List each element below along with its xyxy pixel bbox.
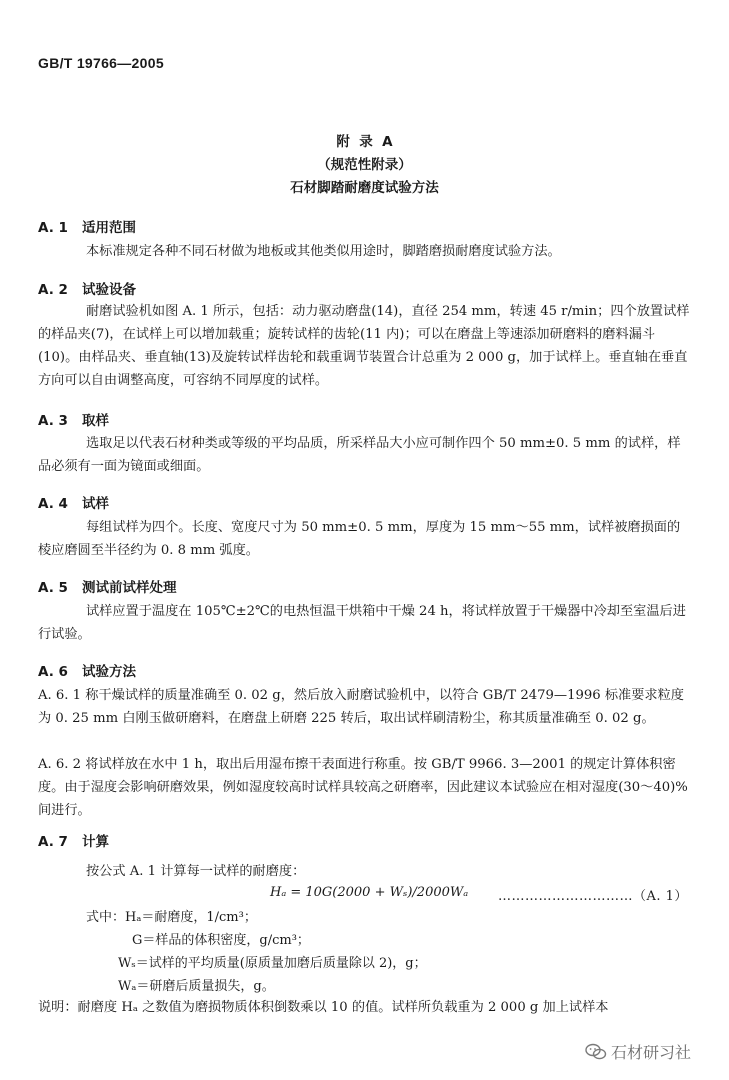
formula: Hₐ = 10G(2000 + Wₛ)/2000Wₐ xyxy=(270,885,469,900)
section-a3-text: 选取足以代表石材种类或等级的平均品质，所采样品大小应可制作四个 50 mm±0. 5 mm 的试样，样品必须有一面为镜面或细面。 xyxy=(38,436,681,474)
standard-code: GB/T 19766—2005 xyxy=(38,55,164,71)
section-a1-text: 本标准规定各种不同石材做为地板或其他类似用途时，脚踏磨损耐磨度试验方法。 xyxy=(86,244,561,259)
var-line: 式中：Hₐ＝耐磨度，1/cm³； xyxy=(86,910,257,925)
var-line: Wₐ＝研磨后质量损失，g。 xyxy=(118,979,275,994)
formula-intro: 按公式 A. 1 计算每一试样的耐磨度： xyxy=(86,864,306,879)
section-a2-heading: A. 2 试验设备 xyxy=(38,282,137,298)
watermark xyxy=(585,1040,691,1063)
watermark-text: 石材研习社 xyxy=(611,1043,692,1062)
var-line: Wₛ＝试样的平均质量(原质量加磨后质量除以 2)，g； xyxy=(118,956,427,971)
section-a6-p2: A. 6. 2 将试样放在水中 1 h，取出后用湿布擦干表面进行称重。按 GB/T 9966. 3—2001 的规定计算体积密度。由于湿度会影响研磨效果，例如湿度较高时试样具较高之研磨率，因此建议本试验应在相对湿度(30～40)%间进行。 xyxy=(38,757,688,818)
appendix-name: 石材脚踏耐磨度试验方法 xyxy=(290,180,439,196)
section-a5-text: 试样应置于温度在 105℃±2℃的电热恒温干烘箱中干燥 24 h，将试样放置于干燥器中冷却至室温后进行试验。 xyxy=(38,604,686,642)
section-a1-heading: A. 1 适用范围 xyxy=(38,220,137,236)
appendix-subtitle: （规范性附录） xyxy=(317,157,412,173)
note-text: 说明：耐磨度 Hₐ 之数值为磨损物质体积倒数乘以 10 的值。试样所负载重为 2 000 g 加上试样本 xyxy=(38,1000,609,1015)
section-a4-heading: A. 4 试样 xyxy=(38,496,110,512)
section-a6-p1: A. 6. 1 称干燥试样的质量准确至 0. 02 g，然后放入耐磨试验机中，以符合 GB/T 2479—1996 标准要求粒度为 0. 25 mm 白刚玉做研磨料，在磨盘上研磨 225 转后，取出试样刷清粉尘，称其质量准确至 0. 02 g。 xyxy=(38,688,684,726)
appendix-title: 附 录 A xyxy=(336,134,393,150)
section-a2-text: 耐磨试验机如图 A. 1 所示，包括：动力驱动磨盘(14)，直径 254 mm，转速 45 r/min；四个放置试样的样品夹(7)，在试样上可以增加载重；旋转试样的齿轮(11 内)；可以在磨盘上等速添加研磨料的磨料漏斗(10)。由样品夹、垂直轴(13)及旋转试样齿轮和载重调节装置合计总重为 2 000 g，加于试样上。垂直轴在垂直方向可以自由调整高度，可容纳不同厚度的试样。 xyxy=(38,304,690,388)
section-a6-heading: A. 6 试验方法 xyxy=(38,664,137,680)
var-line: G＝样品的体积密度，g/cm³； xyxy=(132,933,310,948)
section-a7-heading: A. 7 计算 xyxy=(38,834,110,850)
formula-ref: …………………………（A. 1） xyxy=(498,889,688,904)
section-a4-text: 每组试样为四个。长度、宽度尺寸为 50 mm±0. 5 mm，厚度为 15 mm～55 mm，试样被磨损面的棱应磨圆至半径约为 0. 8 mm 弧度。 xyxy=(38,520,681,558)
section-a5-heading: A. 5 测试前试样处理 xyxy=(38,580,177,596)
wechat-icon xyxy=(585,1043,607,1061)
section-a3-heading: A. 3 取样 xyxy=(38,413,110,429)
